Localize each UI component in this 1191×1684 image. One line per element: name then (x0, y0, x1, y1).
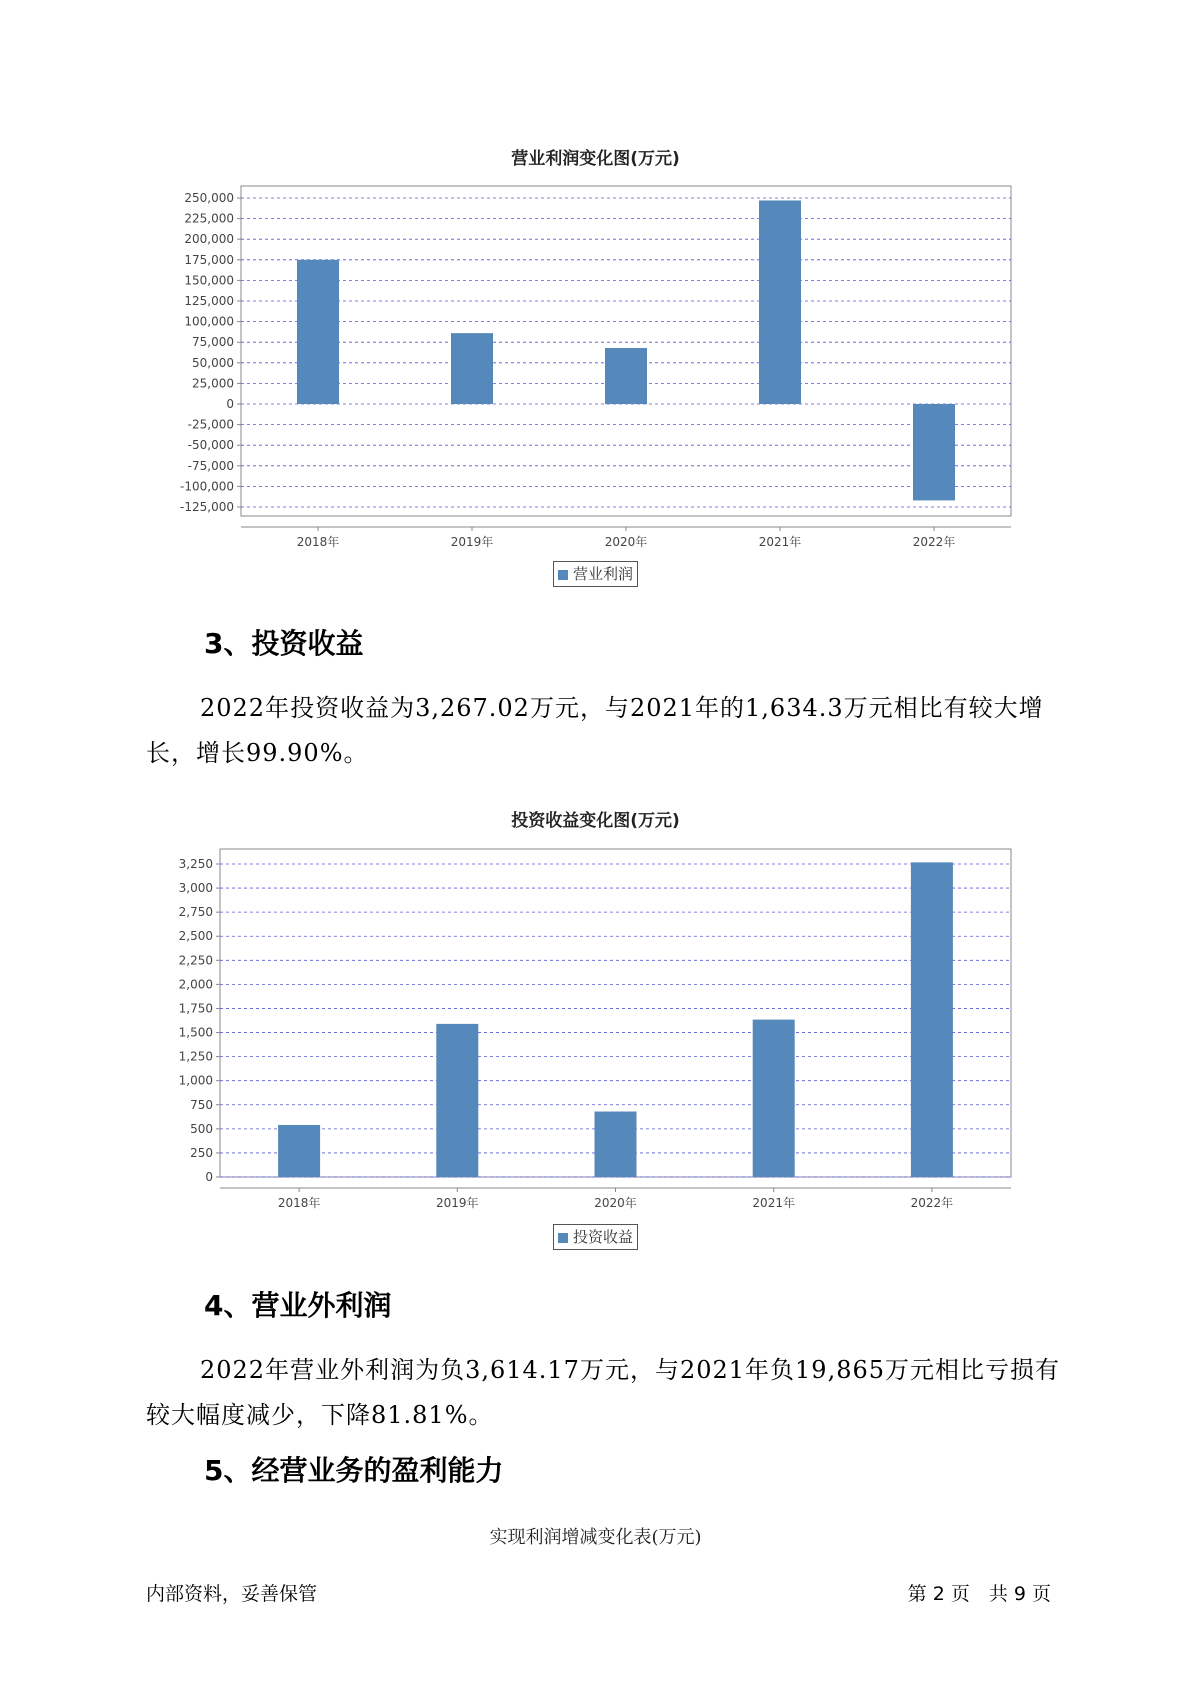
chart-1-x-tick-label: 2019年 (450, 535, 494, 549)
footer-page-number: 第 2 页 共 9 页 (907, 1583, 1051, 1605)
chart-2-y-tick-label: 1,750 (178, 1001, 213, 1016)
chart-1-y-tick-label: -100,000 (180, 479, 234, 494)
chart-1-x-tick-label: 2021年 (758, 535, 802, 549)
section-4-heading: 4、营业外利润 (204, 1289, 392, 1322)
section-4-paragraph: 2022年营业外利润为负3,614.17万元，与2021年负19,865万元相比亏损有较大幅度减少，下降81.81%。 (146, 1356, 1061, 1429)
chart-1-y-tick-label: 25,000 (192, 376, 234, 391)
chart-2-y-tick-label: 2,750 (178, 905, 213, 920)
section-3-heading: 3、投资收益 (204, 627, 364, 660)
section-3-paragraph: 2022年投资收益为3,267.02万元，与2021年的1,634.3万元相比有较大增长，增长99.90%。 (146, 694, 1044, 767)
chart-2-y-tick-label: 2,000 (178, 977, 213, 992)
chart-2-y-tick-label: 2,500 (178, 929, 213, 944)
chart-1-y-tick-label: 0 (226, 397, 234, 411)
chart-2-title: 投资收益变化图(万元) (511, 811, 680, 831)
chart-2-bar (436, 1024, 478, 1177)
chart-2-y-tick-label: 3,000 (178, 881, 213, 896)
chart-1-y-tick-label: 200,000 (184, 232, 234, 247)
chart-1-x-tick-label: 2022年 (912, 535, 956, 549)
chart-1-legend-label: 营业利润 (573, 565, 634, 583)
chart-1-y-tick-label: -25,000 (187, 417, 234, 432)
chart-2-x-tick-label: 2019年 (436, 1196, 479, 1210)
chart-1-y-tick-label: -125,000 (180, 500, 234, 514)
chart-2-bar (278, 1125, 320, 1177)
chart-1-y-tick-label: -75,000 (187, 458, 234, 473)
chart-2-y-tick-label: 500 (190, 1121, 213, 1136)
chart-2-x-tick-label: 2021年 (752, 1196, 795, 1210)
chart-1-title: 营业利润变化图(万元) (511, 149, 680, 169)
legend-swatch (558, 1233, 568, 1243)
footer-confidential-note: 内部资料，妥善保管 (146, 1583, 318, 1605)
profit-change-table-title: 实现利润增减变化表(万元) (489, 1527, 702, 1548)
chart-2-bar (753, 1020, 795, 1177)
chart-2-legend-label: 投资收益 (573, 1228, 634, 1246)
chart-2-bar (595, 1112, 637, 1177)
chart-1-y-tick-label: 100,000 (184, 314, 234, 329)
chart-1-y-tick-label: 175,000 (184, 252, 234, 267)
chart-2-x-tick-label: 2022年 (910, 1196, 954, 1210)
chart-2-x-tick-label: 2018年 (277, 1196, 321, 1210)
chart-2-y-tick-label: 1,250 (178, 1049, 213, 1064)
chart-2-bar (911, 862, 953, 1177)
section-5-heading: 5、经营业务的盈利能力 (204, 1454, 504, 1487)
chart-2-y-tick-label: 1,000 (178, 1073, 213, 1088)
chart-2-x-tick-label: 2020年 (594, 1196, 637, 1210)
chart-2-y-tick-label: 3,250 (178, 857, 213, 871)
chart-2-y-tick-label: 750 (190, 1097, 213, 1112)
chart-1-y-tick-label: 125,000 (184, 294, 234, 308)
chart-2-y-tick-label: 1,500 (178, 1025, 213, 1040)
chart-1-y-tick-label: 50,000 (192, 355, 234, 370)
chart-1-x-tick-label: 2020年 (604, 535, 648, 549)
chart-1-y-tick-label: -50,000 (187, 438, 234, 453)
chart-2-y-tick-label: 250 (190, 1145, 213, 1160)
chart-1-y-tick-label: 75,000 (192, 335, 234, 350)
chart-1-y-tick-label: 225,000 (184, 211, 234, 226)
chart-2-y-tick-label: 2,250 (178, 953, 213, 968)
chart-1-x-tick-label: 2018年 (296, 535, 340, 549)
chart-2-y-tick-label: 0 (205, 1170, 213, 1184)
chart-1-y-tick-label: 250,000 (184, 191, 234, 205)
chart-1-y-tick-label: 150,000 (184, 273, 234, 288)
chart-2-legend (553, 1224, 638, 1250)
